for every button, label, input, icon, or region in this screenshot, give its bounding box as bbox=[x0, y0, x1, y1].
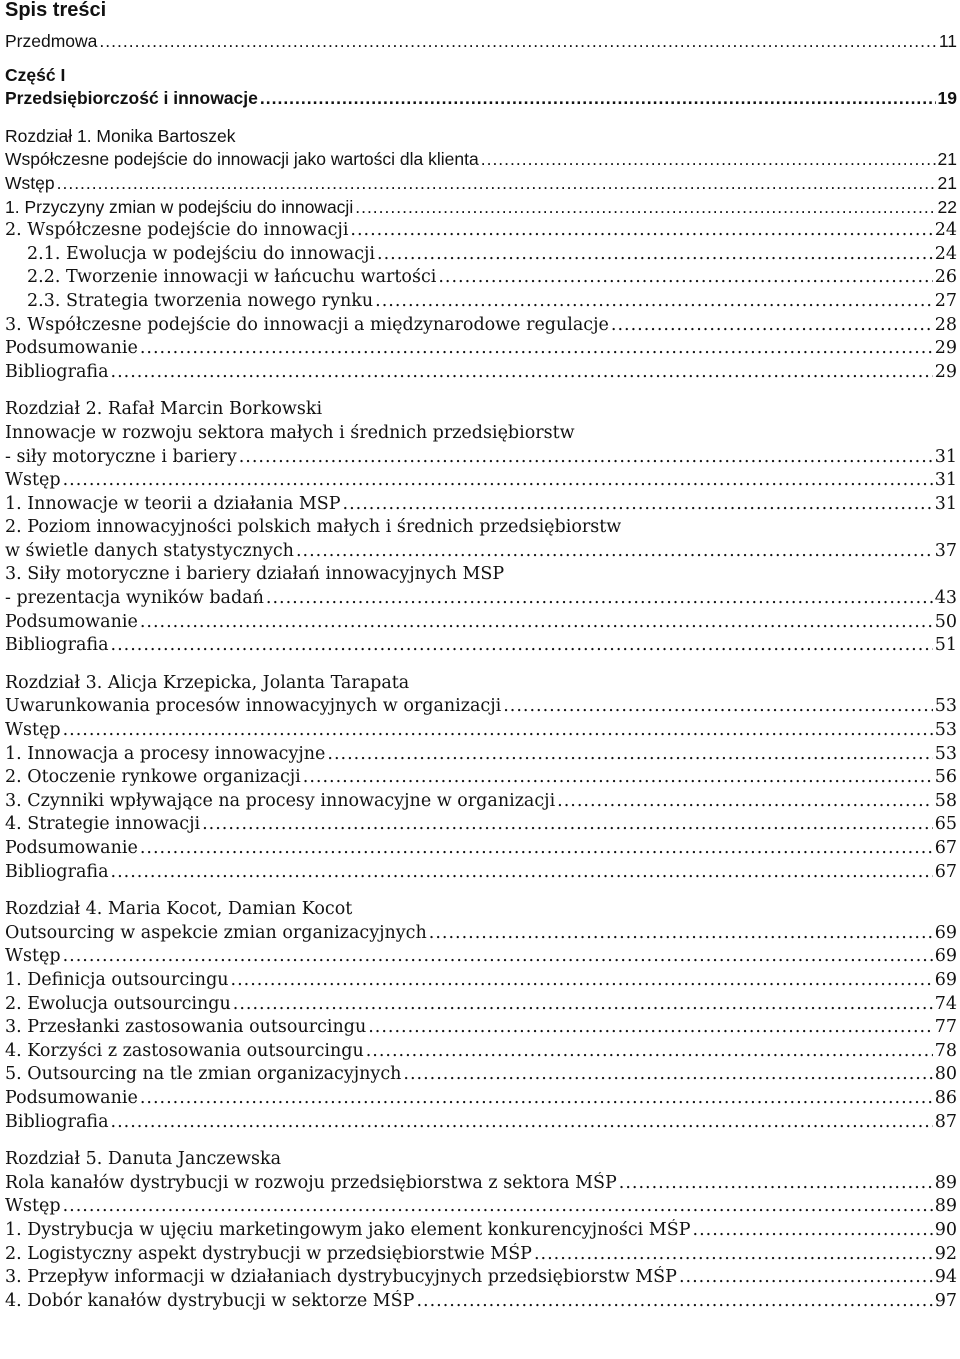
toc-entry[interactable] bbox=[5, 1040, 957, 1064]
toc-entry[interactable] bbox=[5, 993, 957, 1017]
toc-dot-leader bbox=[503, 695, 932, 719]
toc-entry-title: 1. Innowacje w teorii a działania MSP bbox=[5, 493, 341, 514]
toc-dot-leader bbox=[140, 837, 933, 861]
toc-section bbox=[5, 398, 957, 658]
toc-page-number: 29 bbox=[934, 338, 957, 359]
toc-dot-leader bbox=[303, 766, 933, 790]
toc-entry-title: Przedsiębiorczość i innowacje bbox=[5, 88, 258, 109]
page-title: Spis treści bbox=[5, 0, 107, 21]
toc-entry[interactable] bbox=[5, 695, 957, 719]
toc-page-number: 24 bbox=[934, 243, 957, 264]
toc-page-number: 56 bbox=[934, 767, 957, 788]
toc-entry-title: 2.1. Ewolucja w podejściu do innowacji bbox=[27, 243, 376, 264]
toc-entry-title: 4. Korzyści z zastosowania outsourcingu bbox=[5, 1040, 364, 1061]
toc-section bbox=[5, 1148, 957, 1313]
toc-page-number: 28 bbox=[934, 314, 957, 335]
toc-entry[interactable] bbox=[5, 1087, 957, 1111]
toc-entry-title: Współczesne podejście do innowacji jako wartości dla klienta bbox=[5, 149, 479, 170]
toc-entry-title: Przedmowa bbox=[5, 31, 98, 51]
toc-dot-leader bbox=[368, 1016, 932, 1040]
toc-entry[interactable] bbox=[5, 813, 957, 837]
toc-entry-title: Uwarunkowania procesów innowacyjnych w organizacji bbox=[5, 696, 502, 717]
toc-dot-leader bbox=[99, 30, 936, 54]
toc-section-heading: Rozdział 3. Alicja Krzepicka, Jolanta Tarapata bbox=[5, 672, 410, 693]
toc-page-number: 53 bbox=[934, 743, 957, 764]
toc-dot-leader bbox=[296, 540, 933, 564]
toc-dot-leader bbox=[416, 1290, 932, 1314]
toc-sections bbox=[5, 30, 957, 1313]
toc-section-heading: Część I bbox=[5, 64, 66, 85]
toc-entry-title: Podsumowanie bbox=[5, 611, 138, 632]
toc-dot-leader bbox=[140, 337, 933, 361]
toc-entry[interactable] bbox=[5, 719, 957, 743]
toc-page-number: 24 bbox=[934, 220, 957, 241]
toc-section-heading: Rozdział 4. Maria Kocot, Damian Kocot bbox=[5, 899, 353, 920]
toc-page-number: 26 bbox=[934, 267, 957, 288]
toc-page-number: 77 bbox=[934, 1017, 957, 1038]
toc-entry[interactable] bbox=[5, 1172, 957, 1196]
toc-page-number: 31 bbox=[934, 470, 957, 491]
toc-page-number: 78 bbox=[934, 1040, 957, 1061]
toc-page-number: 31 bbox=[934, 493, 957, 514]
toc-entry[interactable] bbox=[5, 243, 957, 267]
toc-page-number: 37 bbox=[934, 540, 957, 561]
toc-page-number: 80 bbox=[934, 1064, 957, 1085]
toc-entry-title: Podsumowanie bbox=[5, 1087, 138, 1108]
toc-section bbox=[5, 64, 957, 111]
toc-section bbox=[5, 672, 957, 884]
toc-entry[interactable] bbox=[5, 1243, 957, 1267]
toc-entry-title: - siły motoryczne i bariery bbox=[5, 446, 237, 467]
toc-dot-leader bbox=[679, 1266, 933, 1290]
toc-page-number: 53 bbox=[934, 696, 957, 717]
toc-entry[interactable] bbox=[5, 837, 957, 861]
toc-dot-leader bbox=[366, 1040, 933, 1064]
toc-dot-leader bbox=[140, 1087, 933, 1111]
toc-entry-title: 2.2. Tworzenie innowacji w łańcuchu wartości bbox=[27, 267, 437, 288]
toc-entry-title: 2. Logistyczny aspekt dystrybucji w przedsiębiorstwie MŚP bbox=[5, 1243, 532, 1264]
toc-dot-leader bbox=[693, 1219, 933, 1243]
toc-entry-title: 3. Przepływ informacji w działaniach dystrybucyjnych przedsiębiorstw MŚP bbox=[5, 1267, 677, 1288]
toc-entry-title: Rola kanałów dystrybucji w rozwoju przedsiębiorstwa z sektora MŚP bbox=[5, 1172, 617, 1193]
toc-dot-leader bbox=[375, 290, 933, 314]
toc-entry-title: 2. Współczesne podejście do innowacji bbox=[5, 220, 349, 241]
toc-page-number: 86 bbox=[934, 1087, 957, 1108]
toc-entry-title: 5. Outsourcing na tle zmian organizacyjnych bbox=[5, 1064, 402, 1085]
toc-dot-leader bbox=[63, 945, 933, 969]
toc-entry-title: 3. Przesłanki zastosowania outsourcingu bbox=[5, 1017, 367, 1038]
toc-entry[interactable] bbox=[5, 172, 957, 196]
toc-page-number: 58 bbox=[934, 790, 957, 811]
toc-page-number: 74 bbox=[934, 993, 957, 1014]
toc-dot-leader bbox=[438, 266, 932, 290]
toc-entry-title: 4. Strategie innowacji bbox=[5, 814, 201, 835]
toc-dot-leader bbox=[231, 969, 933, 993]
toc-entry[interactable] bbox=[5, 922, 957, 946]
toc-page-number: 27 bbox=[934, 290, 957, 311]
toc-section bbox=[5, 30, 957, 54]
toc-entry-title: 1. Innowacja a procesy innowacyjne bbox=[5, 743, 326, 764]
toc-entry-title: 1. Przyczyny zmian w podejściu do innowacji bbox=[5, 196, 354, 217]
toc-page-number: 89 bbox=[934, 1172, 957, 1193]
toc-entry-title: Wstęp bbox=[5, 946, 61, 967]
toc-entry[interactable] bbox=[5, 766, 957, 790]
toc-dot-leader bbox=[111, 861, 933, 885]
toc-entry[interactable] bbox=[5, 969, 957, 993]
toc-entry[interactable] bbox=[5, 861, 957, 885]
toc-section bbox=[5, 898, 957, 1134]
toc-dot-leader bbox=[63, 719, 933, 743]
toc-dot-leader bbox=[111, 634, 933, 658]
toc-entry[interactable] bbox=[5, 314, 957, 338]
toc-entry-title: Bibliografia bbox=[5, 1111, 109, 1132]
toc-page-number: 31 bbox=[934, 446, 957, 467]
toc-entry[interactable] bbox=[5, 516, 957, 540]
toc-dot-leader bbox=[350, 219, 932, 243]
toc-dot-leader bbox=[619, 1172, 933, 1196]
toc-page-number: 87 bbox=[934, 1111, 957, 1132]
toc-entry-title: 2. Poziom innowacyjności polskich małych i średnich przedsiębiorstw bbox=[5, 517, 622, 538]
toc-entry[interactable] bbox=[5, 945, 957, 969]
toc-entry[interactable] bbox=[5, 266, 957, 290]
toc-section-heading: Rozdział 2. Rafał Marcin Borkowski bbox=[5, 399, 323, 420]
toc-dot-leader bbox=[611, 314, 933, 338]
toc-entry[interactable] bbox=[5, 30, 957, 54]
toc-dot-leader bbox=[429, 922, 933, 946]
toc-entry[interactable] bbox=[5, 1111, 957, 1135]
toc-page-number: 21 bbox=[937, 172, 957, 193]
toc-entry-title: Bibliografia bbox=[5, 361, 109, 382]
toc-page-number: 11 bbox=[938, 31, 957, 51]
toc-page-number: 89 bbox=[934, 1196, 957, 1217]
toc-dot-leader bbox=[111, 361, 933, 385]
toc-dot-leader bbox=[266, 587, 933, 611]
toc-dot-leader bbox=[63, 469, 933, 493]
toc-section bbox=[5, 125, 957, 385]
toc-page-number: 69 bbox=[934, 946, 957, 967]
toc-page-number: 67 bbox=[934, 861, 957, 882]
toc-entry[interactable] bbox=[5, 1063, 957, 1087]
toc-entry[interactable] bbox=[5, 148, 957, 172]
toc-page-number: 51 bbox=[934, 635, 957, 656]
toc-entry[interactable] bbox=[5, 446, 957, 470]
toc-entry[interactable] bbox=[5, 1016, 957, 1040]
toc-page-number: 92 bbox=[934, 1243, 957, 1264]
toc-page-number: 94 bbox=[934, 1267, 957, 1288]
toc-dot-leader bbox=[140, 611, 933, 635]
toc-dot-leader bbox=[403, 1063, 932, 1087]
toc-entry-title: Bibliografia bbox=[5, 635, 109, 656]
toc-entry-title: 2.3. Strategia tworzenia nowego rynku bbox=[27, 290, 374, 311]
toc-entry[interactable] bbox=[5, 361, 957, 385]
toc-page-number: 67 bbox=[934, 838, 957, 858]
toc-entry-title: Podsumowanie bbox=[5, 338, 138, 359]
toc-entry-title: 3. Czynniki wpływające na procesy innowacyjne w organizacji bbox=[5, 790, 556, 811]
toc-entry[interactable] bbox=[5, 493, 957, 517]
toc-dot-leader bbox=[260, 87, 936, 111]
toc-page-number: 69 bbox=[934, 922, 957, 943]
toc-entry[interactable] bbox=[5, 1290, 957, 1314]
toc-entry-title: Bibliografia bbox=[5, 861, 109, 882]
toc-entry-title: w świetle danych statystycznych bbox=[5, 540, 294, 561]
toc-entry[interactable] bbox=[5, 587, 957, 611]
toc-dot-leader bbox=[343, 493, 933, 517]
toc-page-number: 29 bbox=[934, 361, 957, 382]
toc-entry[interactable] bbox=[5, 219, 957, 243]
toc-entry[interactable] bbox=[5, 1195, 957, 1219]
toc-dot-leader bbox=[557, 790, 933, 814]
toc-dot-leader bbox=[57, 172, 936, 196]
toc-entry[interactable] bbox=[5, 634, 957, 658]
toc-entry-title: Podsumowanie bbox=[5, 838, 138, 858]
toc-entry[interactable] bbox=[5, 743, 957, 767]
toc-dot-leader bbox=[534, 1243, 933, 1267]
toc-page-number: 43 bbox=[934, 588, 957, 609]
toc-entry-title: 1. Definicja outsourcingu bbox=[5, 969, 229, 990]
toc-entry-title: 2. Otoczenie rynkowe organizacji bbox=[5, 767, 301, 788]
toc-entry-title: Wstęp bbox=[5, 720, 61, 741]
toc-page-number: 65 bbox=[934, 814, 957, 835]
toc-entry-title: - prezentacja wyników badań bbox=[5, 588, 264, 609]
toc-entry-title: 1. Dystrybucja w ujęciu marketingowym jako element konkurencyjności MŚP bbox=[5, 1219, 691, 1240]
toc-entry[interactable] bbox=[5, 290, 957, 314]
toc-page-number: 22 bbox=[937, 196, 957, 217]
toc-entry-title: Wstęp bbox=[5, 470, 61, 491]
toc-entry[interactable] bbox=[5, 563, 957, 587]
toc-dot-leader bbox=[481, 148, 936, 172]
toc-page-number: 97 bbox=[934, 1290, 957, 1311]
toc-page-number: 69 bbox=[934, 969, 957, 990]
toc-entry[interactable] bbox=[5, 540, 957, 564]
toc-page-number: 19 bbox=[937, 88, 957, 109]
toc-entry-title: 3. Współczesne podejście do innowacji a międzynarodowe regulacje bbox=[5, 314, 609, 335]
toc-page-number: 90 bbox=[934, 1219, 957, 1240]
toc-entry[interactable] bbox=[5, 611, 957, 635]
toc-dot-leader bbox=[111, 1111, 933, 1135]
toc-section-heading: Rozdział 5. Danuta Janczewska bbox=[5, 1149, 282, 1170]
toc-section-heading: Rozdział 1. Monika Bartoszek bbox=[5, 125, 236, 146]
toc-entry[interactable] bbox=[5, 790, 957, 814]
toc-page-number: 53 bbox=[934, 720, 957, 741]
toc-entry-title: 3. Siły motoryczne i bariery działań innowacyjnych MSP bbox=[5, 564, 505, 585]
toc-dot-leader bbox=[355, 196, 935, 220]
toc-entry[interactable] bbox=[5, 87, 957, 111]
toc-page-number: 21 bbox=[937, 149, 957, 170]
toc-entry-title: 4. Dobór kanałów dystrybucji w sektorze MŚP bbox=[5, 1290, 415, 1311]
table-of-contents bbox=[5, 0, 957, 1327]
toc-dot-leader bbox=[233, 993, 933, 1017]
toc-dot-leader bbox=[63, 1195, 933, 1219]
toc-entry-title: 2. Ewolucja outsourcingu bbox=[5, 993, 231, 1014]
toc-dot-leader bbox=[327, 743, 932, 767]
toc-entry[interactable] bbox=[5, 469, 957, 493]
toc-entry-title: Wstęp bbox=[5, 172, 55, 193]
toc-entry-title: Outsourcing w aspekcie zmian organizacyjnych bbox=[5, 922, 427, 943]
toc-entry-title: Wstęp bbox=[5, 1196, 61, 1217]
toc-entry[interactable] bbox=[5, 1219, 957, 1243]
toc-entry[interactable] bbox=[5, 1266, 957, 1290]
toc-dot-leader bbox=[239, 446, 933, 470]
toc-dot-leader bbox=[377, 243, 933, 267]
toc-entry[interactable] bbox=[5, 337, 957, 361]
toc-entry[interactable] bbox=[5, 196, 957, 220]
toc-dot-leader bbox=[202, 813, 933, 837]
toc-section-heading: Innowacje w rozwoju sektora małych i średnich przedsiębiorstw bbox=[5, 422, 575, 443]
toc-page-number: 50 bbox=[934, 611, 957, 632]
